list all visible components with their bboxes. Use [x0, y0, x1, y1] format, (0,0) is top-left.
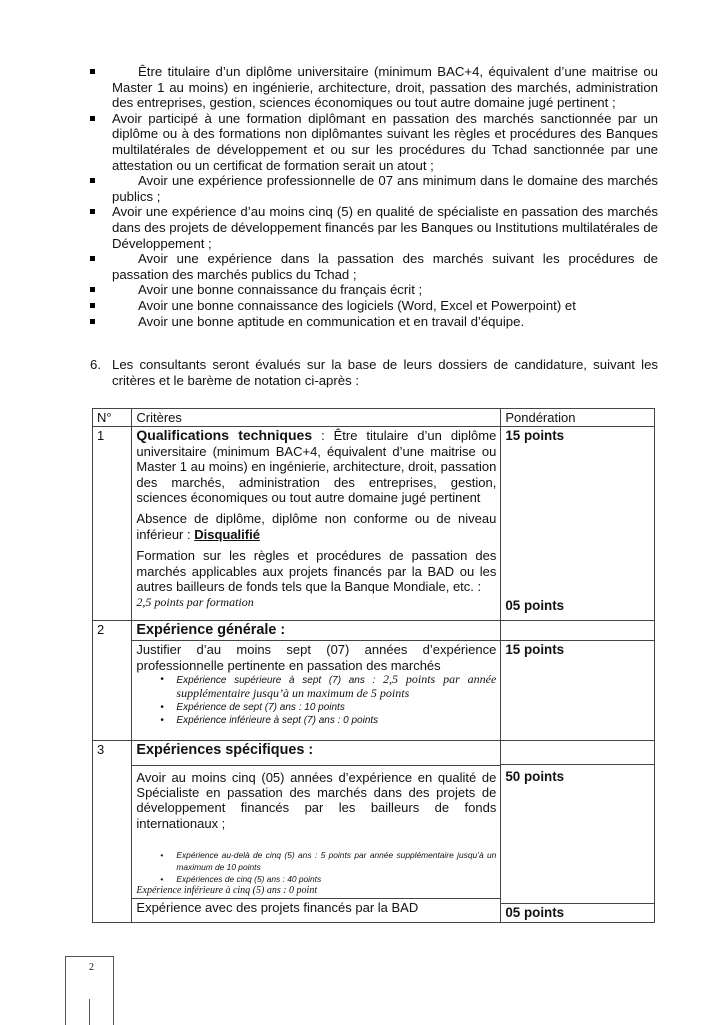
criteria-cell	[132, 620, 501, 740]
criteria-cell	[132, 741, 501, 922]
table-row	[93, 620, 655, 740]
specific-experience-text: Avoir au moins cinq (05) années d’expérience en qualité de Spécialiste en passation des marchés dans des projets de développement financés par les bailleurs de fonds internationaux ; • Expérience au-delà de cinq (5) ans : 5 points par année supplémentaire jusqu’à un maximum de 10 points • Expériences de cinq (5) ans : 40 points Expérience inférieure à cinq (5) ans : 0 point	[132, 765, 500, 899]
general-experience-text: Justifier d’au moins sept (07) années d’expérience professionnelle pertinente en passation des marchés • Expérience supérieure à sept (7) ans : 2,5 points par année supplémentaire jusqu’à un maximum de 5 points • Expérience de sept (7) ans : 10 points • Expérience inférieure à sept (7) ans : 0 points	[132, 640, 500, 740]
paragraph-6	[90, 357, 658, 388]
page-footer	[65, 956, 114, 1025]
square-bullet-icon	[90, 303, 95, 308]
list-item: • Expérience de sept (7) ans : 10 points	[176, 701, 496, 714]
table-row	[93, 427, 655, 620]
list-item: Avoir une expérience d’au moins cinq (5) en qualité de spécialiste en passation des marchés dans des projets de développement financés par les Banques ou Institutions multilatérales de Développement ;	[90, 204, 658, 251]
paragraph-text: Les consultants seront évalués sur la base de leurs dossiers de candidature, suivant les critères et le barème de notation ci-après :	[112, 357, 658, 388]
row-number: 1	[93, 427, 132, 620]
square-bullet-icon	[90, 256, 95, 261]
bad-experience-text: Expérience avec des projets financés par la BAD	[132, 898, 500, 916]
points-value: 05 points	[501, 903, 654, 921]
weight-cell	[501, 620, 655, 740]
list-item: • Expériences de cinq (5) ans : 40 points	[176, 873, 496, 885]
qualification-text: Qualifications techniques : Être titulaire d’un diplôme universitaire (minimum BAC+4, équivalent d’une maitrise ou Master 1 au moins) en ingénierie, architecture, droit, passation des marchés, administration des entreprises, gestion, sciences économiques ou tout autre domaine jugé pertinent	[136, 427, 497, 506]
points-block	[501, 764, 654, 903]
points-value: 05 points	[505, 597, 565, 613]
square-bullet-icon	[90, 287, 95, 292]
list-item: Avoir une bonne connaissance des logiciels (Word, Excel et Powerpoint) et	[90, 298, 658, 314]
list-item: • Expérience supérieure à sept (7) ans : 2,5 points par année supplémentaire jusqu’à un maximum de 5 points	[176, 673, 496, 701]
square-bullet-icon	[90, 116, 95, 121]
note-text: Expérience inférieure à cinq (5) ans : 0 point	[136, 885, 318, 897]
page-number: 2	[89, 962, 94, 973]
table-header-row	[93, 409, 655, 427]
criteria-cell	[132, 427, 501, 620]
section-title: Expérience générale :	[136, 621, 286, 638]
square-bullet-icon	[90, 69, 95, 74]
header-criteria: Critères	[132, 409, 501, 427]
weight-cell	[501, 741, 655, 922]
list-item: Avoir une bonne connaissance du français écrit ;	[90, 282, 658, 298]
weight-cell	[501, 427, 655, 620]
scoring-list	[136, 849, 496, 885]
square-bullet-icon	[90, 319, 95, 324]
formation-text: Formation sur les règles et procédures de passation des marchés applicables aux projets financés par la BAD ou les autres bailleurs de fonds tels que la Banque Mondiale, etc. : 2,5 points par formation	[136, 548, 497, 610]
points-value: 15 points	[505, 428, 565, 444]
absence-text: Absence de diplôme, diplôme non conforme ou de niveau inférieur : Disqualifié	[136, 511, 497, 542]
disqualified-label: Disqualifié	[194, 526, 260, 542]
footer-divider	[89, 999, 90, 1025]
list-item: Être titulaire d’un diplôme universitaire (minimum BAC+4, équivalent d’une maitrise ou Master 1 au moins) en ingénierie, architecture, droit, passation des marchés, administration des entreprises, gestion, sciences économiques ou tout autre domaine jugé pertinent ;	[90, 64, 658, 111]
header-weight: Pondération	[501, 409, 655, 427]
list-item: Avoir participé à une formation diplômant en passation des marchés sanctionnée par un diplôme ou à des formations non diplômantes suivant les règles et procédures des Banques multilatérales de développement et ou sur les procédures du Tchad sanctionnée par une attestation ou un certificat de formation serait un atout ;	[90, 111, 658, 173]
header-num: N°	[93, 409, 132, 427]
table-row	[93, 741, 655, 922]
list-item: Avoir une expérience dans la passation des marchés suivant les procédures de passation des marchés publics du Tchad ;	[90, 251, 658, 282]
row-number: 2	[93, 620, 132, 740]
criteria-table	[92, 408, 655, 923]
scoring-list	[136, 673, 496, 727]
paragraph-number: 6.	[90, 357, 101, 372]
requirements-list	[90, 64, 658, 329]
row-number: 3	[93, 741, 132, 922]
section-title: Expériences spécifiques :	[136, 742, 314, 759]
list-item: • Expérience inférieure à sept (7) ans : 0 points	[176, 714, 496, 727]
points-value: 15 points	[501, 640, 654, 658]
square-bullet-icon	[90, 209, 95, 214]
square-bullet-icon	[90, 178, 95, 183]
list-item: Avoir une expérience professionnelle de 07 ans minimum dans le domaine des marchés publics ;	[90, 173, 658, 204]
list-item: • Expérience au-delà de cinq (5) ans : 5 points par année supplémentaire jusqu’à un maximum de 10 points	[176, 849, 496, 873]
points-value: 50 points	[505, 769, 565, 785]
list-item: Avoir une bonne aptitude en communication et en travail d’équipe.	[90, 314, 658, 330]
